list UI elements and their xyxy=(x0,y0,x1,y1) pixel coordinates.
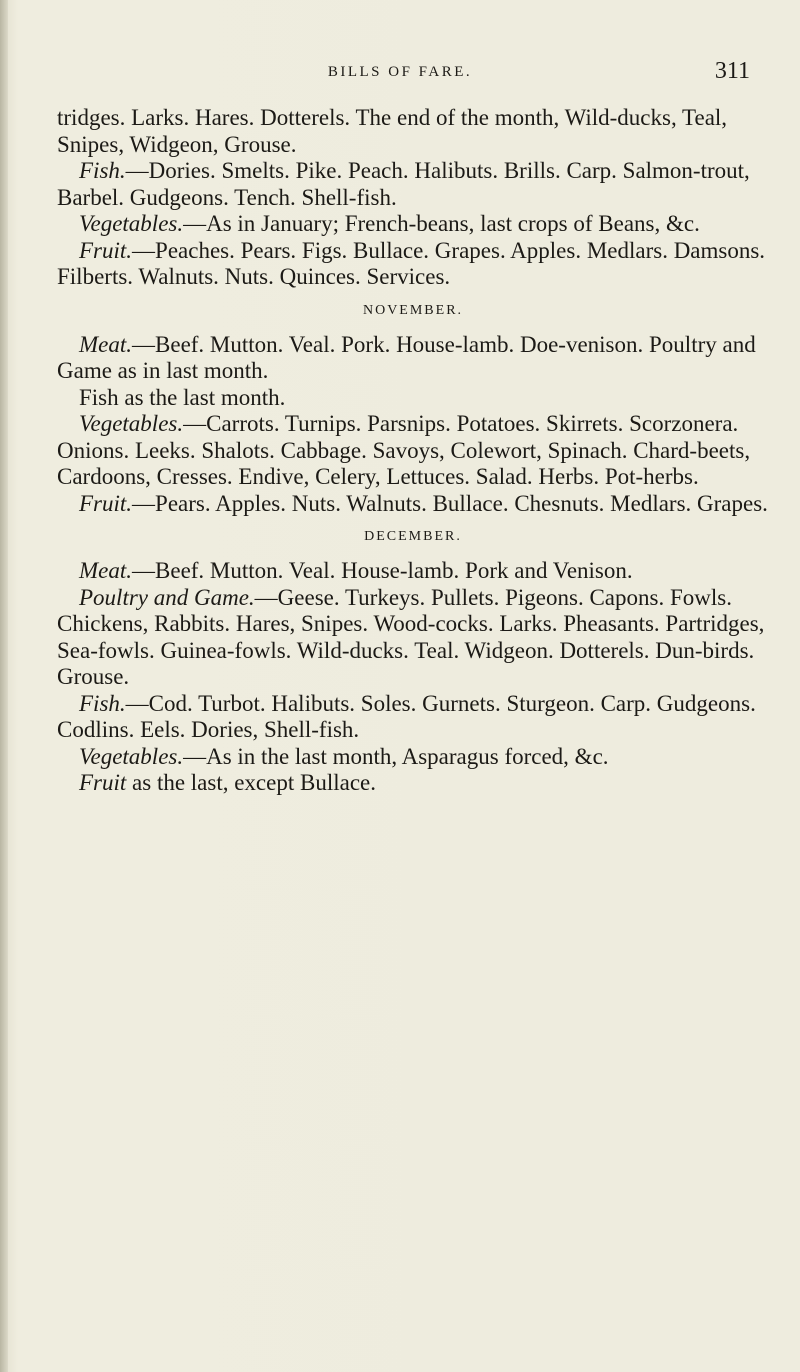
month-heading-november: NOVEMBER. xyxy=(362,302,464,318)
october-vegetables-paragraph xyxy=(57,211,769,238)
running-title: BILLS OF FARE. xyxy=(327,64,473,80)
paragraph-text: —Dories. Smelts. Pike. Peach. Halibuts. Brills. Carp. Salmon-trout, Barbel. Gudgeons. Tench. Shell-fish. xyxy=(57,158,750,210)
continuation-paragraph: tridges. Larks. Hares. Dotterels. The end of the month, Wild-ducks, Teal, Snipes, Widgeon, Grouse. xyxy=(57,105,728,157)
december-fish-paragraph xyxy=(57,691,769,744)
category-label: Fruit xyxy=(79,770,127,795)
category-label: Meat. xyxy=(79,331,133,357)
paragraph-text: —Carrots. Turnips. Parsnips. Potatoes. Skirrets. Scorzonera. Onions. Leeks. Shalots. Cabbage. Savoys, Colewort, Spinach. Chard-beets, Cardoons, Cresses. Endive, Celery, Lettuces. Salad. Herbs. Pot-herbs. xyxy=(57,411,751,489)
category-label: Vegetables. xyxy=(79,743,184,769)
december-meat-paragraph xyxy=(57,558,769,585)
paragraph-text: —Peaches. Pears. Figs. Bullace. Grapes. Apples. Medlars. Damsons. Filberts. Walnuts. Nuts. Quinces. Services. xyxy=(57,237,766,289)
october-fruit-paragraph xyxy=(57,238,769,291)
paragraph-text: —Beef. Mutton. Veal. House-lamb. Pork and Venison. xyxy=(132,558,633,583)
month-heading-december: DECEMBER. xyxy=(364,529,462,544)
december-poultry-paragraph xyxy=(57,585,769,691)
november-meat-paragraph xyxy=(57,332,769,385)
paragraph-text: as the last, except Bullace. xyxy=(126,770,376,795)
category-label: Poultry and Game. xyxy=(79,584,255,610)
category-label: Fruit. xyxy=(79,237,133,263)
page-binding-shadow xyxy=(0,0,8,1372)
december-fruit-paragraph xyxy=(57,770,769,797)
november-vegetables-paragraph xyxy=(57,411,769,491)
page-number: 311 xyxy=(714,58,750,84)
paragraph-text: —Beef. Mutton. Veal. Pork. House-lamb. Doe-venison. Poultry and Game as in last month. xyxy=(57,331,756,383)
november-fruit-paragraph xyxy=(57,491,769,518)
paragraph-text: —As in the last month, Asparagus forced, &c. xyxy=(183,743,609,769)
category-label: Vegetables. xyxy=(79,211,184,236)
page-body xyxy=(57,105,769,797)
page-header xyxy=(0,58,800,92)
october-fish-paragraph xyxy=(57,158,769,211)
category-label: Meat. xyxy=(79,558,133,583)
november-fish-paragraph: Fish as the last month. xyxy=(79,384,286,410)
category-label: Fish. xyxy=(79,690,126,716)
paragraph-text: —Pears. Apples. Nuts. Walnuts. Bullace. Chesnuts. Medlars. Grapes. xyxy=(132,490,768,516)
category-label: Vegetables. xyxy=(79,411,184,436)
category-label: Fruit. xyxy=(79,490,133,516)
paragraph-text: —Cod. Turbot. Halibuts. Soles. Gurnets. Sturgeon. Carp. Gudgeons. Codlins. Eels. Dories, Shell-fish. xyxy=(57,690,756,742)
december-vegetables-paragraph xyxy=(57,744,769,771)
category-label: Fish. xyxy=(79,158,126,183)
paragraph-text: —As in January; French-beans, last crops of Beans, &c. xyxy=(183,211,700,236)
paragraph-text: —Geese. Turkeys. Pullets. Pigeons. Capons. Fowls. Chickens, Rabbits. Hares, Snipes. Wood-cocks. Larks. Pheasants. Partridges, Sea-fowls. Guinea-fowls. Wild-ducks. Teal. Widgeon. Dotterels. Dun-birds. Grouse. xyxy=(57,584,765,689)
